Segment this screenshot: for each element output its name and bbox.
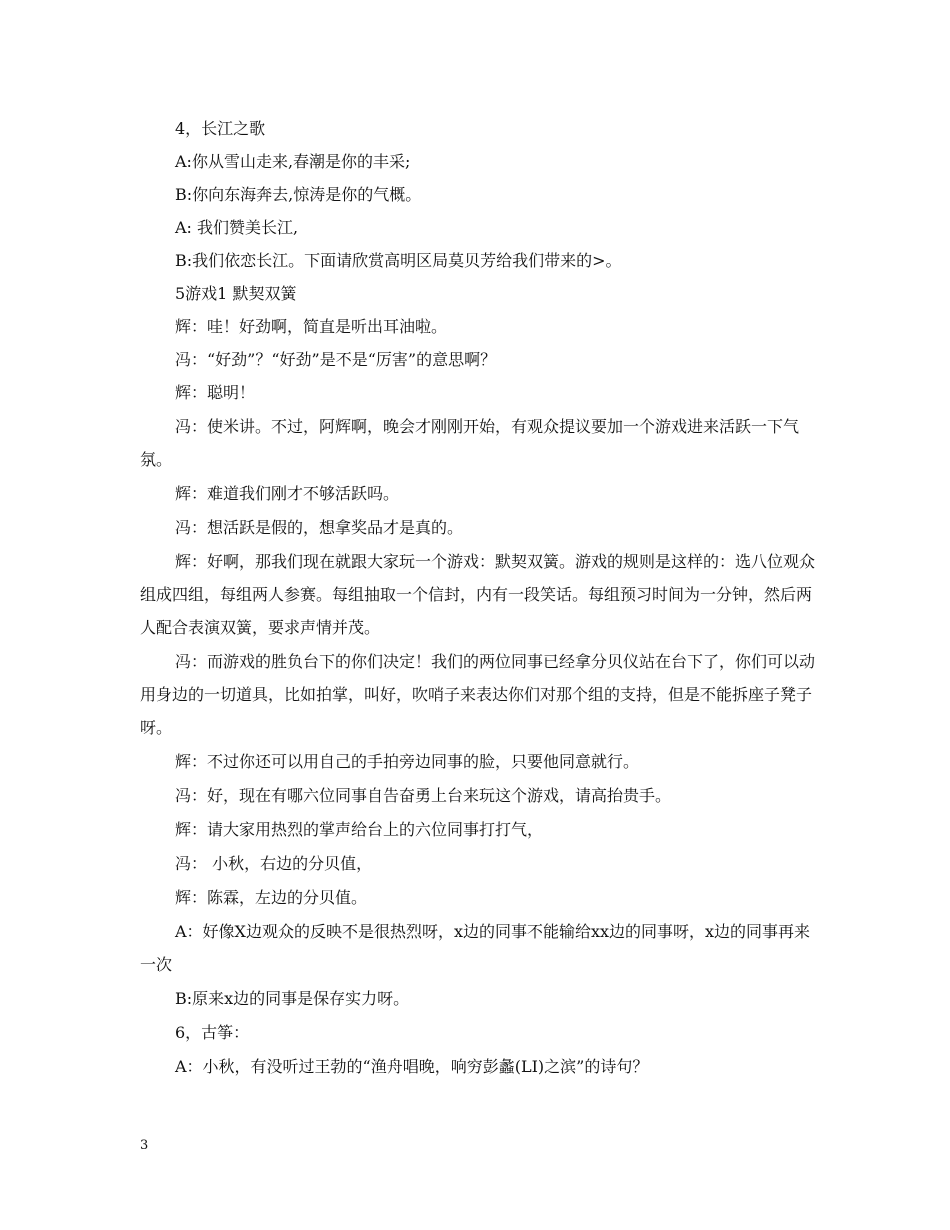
heading-guzheng: 6，古筝： — [175, 1023, 250, 1042]
dialogue-line: A:你从雪山走来,春潮是你的丰采; — [175, 152, 411, 171]
dialogue-paragraph: 冯：好，现在有哪六位同事自告奋勇上台来玩这个游戏，请高抬贵手。 — [175, 786, 672, 805]
dialogue-paragraph: A：好像X边观众的反映不是很热烈呀，x边的同事不能输给xx边的同事呀，x边的同事再来一次 — [140, 922, 811, 974]
dialogue-line: B:你向东海奔去,惊涛是你的气概。 — [175, 185, 422, 204]
dialogue-paragraph: A：小秋，有没听过王勃的“渔舟唱晚，响穷彭蠡(LI)之滨”的诗句？ — [175, 1057, 649, 1076]
document-body — [140, 118, 820, 1089]
dialogue-paragraph: 辉：难道我们刚才不够活跃吗。 — [175, 484, 400, 503]
dialogue-paragraph: B:原来x边的同事是保存实力呀。 — [175, 989, 410, 1008]
dialogue-paragraph: 冯： 小秋，右边的分贝值， — [175, 854, 373, 873]
dialogue-paragraph: 冯：使米讲。不过，阿辉啊，晚会才刚刚开始，有观众提议要加一个游戏进来活跃一下气氛。 — [140, 417, 800, 469]
dialogue-line: B:我们依恋长江。下面请欣赏高明区局莫贝芳给我们带来的>。 — [175, 251, 622, 270]
page-number: 3 — [140, 1138, 149, 1153]
dialogue-paragraph: 冯：而游戏的胜负台下的你们决定！我们的两位同事已经拿分贝仪站在台下了，你们可以动用身边的一切道具，比如拍掌，叫好，吹哨子来表达你们对那个组的支持，但是不能拆座子凳子呀。 — [140, 652, 816, 737]
dialogue-paragraph: 辉：陈霖，左边的分贝值。 — [175, 888, 368, 907]
dialogue-line: 冯：“好劲”？“好劲”是不是“厉害”的意思啊？ — [175, 350, 497, 369]
dialogue-paragraph: 辉：不过你还可以用自己的手拍旁边同事的脸，只要他同意就行。 — [175, 752, 640, 771]
heading-game: 5游戏1 默契双簧 — [175, 284, 297, 303]
dialogue-paragraph: 冯：想活跃是假的，想拿奖品才是真的。 — [175, 518, 464, 537]
dialogue-line: 辉：哇！好劲啊，简直是听出耳油啦。 — [175, 317, 448, 336]
dialogue-line: 辉：聪明！ — [175, 383, 256, 402]
dialogue-paragraph: 辉：请大家用热烈的掌声给台上的六位同事打打气， — [175, 820, 544, 839]
dialogue-line: A: 我们赞美长江, — [175, 218, 299, 237]
dialogue-paragraph: 辉：好啊，那我们现在就跟大家玩一个游戏：默契双簧。游戏的规则是这样的：选八位观众组成四组，每组两人参赛。每组抽取一个信封，内有一段笑话。每组预习时间为一分钟，然后两人配合表演双簧，要求声情并茂。 — [140, 552, 816, 637]
heading-yangtze-song: 4，长江之歌 — [175, 119, 266, 138]
